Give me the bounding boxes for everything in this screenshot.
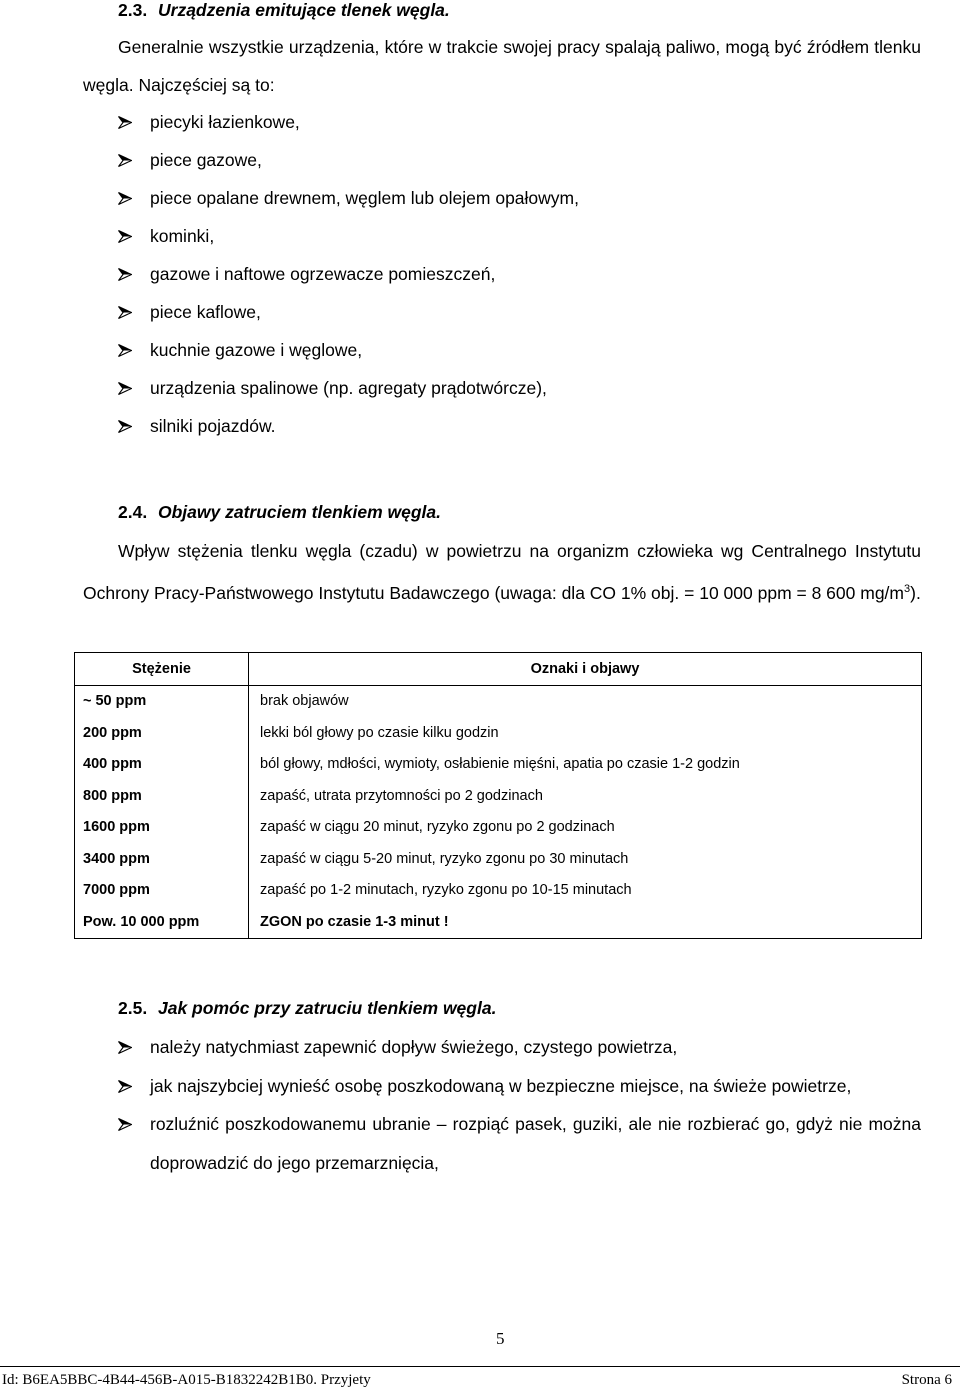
concentration-cell: ~ 50 ppm xyxy=(75,685,249,717)
list-item-text: kominki, xyxy=(150,226,215,246)
list-item xyxy=(118,293,579,331)
symptom-cell: zapaść, utrata przytomności po 2 godzinach xyxy=(249,780,922,812)
list-item-text: należy natychmiast zapewnić dopływ świeżego, czystego powietrza, xyxy=(150,1037,678,1057)
arrowhead-bullet-icon xyxy=(118,344,132,357)
arrowhead-bullet-icon xyxy=(118,1080,132,1093)
first-aid-list xyxy=(118,1028,921,1182)
list-item-text: silniki pojazdów. xyxy=(150,416,276,436)
arrowhead-bullet-icon xyxy=(118,306,132,319)
section-number: 2.3. xyxy=(118,0,148,20)
table-row xyxy=(75,717,922,749)
section-title: Urządzenia emitujące tlenek węgla. xyxy=(158,0,450,20)
arrowhead-bullet-icon xyxy=(118,382,132,395)
symptom-cell: zapaść w ciągu 5-20 minut, ryzyko zgonu po 30 minutach xyxy=(249,843,922,875)
table-row xyxy=(75,780,922,812)
concentration-cell: 1600 ppm xyxy=(75,812,249,844)
paragraph-text: Wpływ stężenia tlenku węgla (czadu) w powietrzu na organizm człowieka wg Centralnego Instytutu Ochrony Pracy-Państwowego Instytutu Badawczego (uwaga: dla CO 1% obj. = 10 000 ppm = 8 600 mg/m xyxy=(83,541,921,603)
list-item-text: kuchnie gazowe i węglowe, xyxy=(150,340,363,360)
list-item-text: urządzenia spalinowe (np. agregaty prądotwórcze), xyxy=(150,378,547,398)
list-item-text: piece gazowe, xyxy=(150,150,262,170)
symptom-cell: zapaść w ciągu 20 minut, ryzyko zgonu po 2 godzinach xyxy=(249,812,922,844)
footer-page-label: Strona 6 xyxy=(901,1372,952,1388)
table-row xyxy=(75,812,922,844)
concentration-cell: 400 ppm xyxy=(75,749,249,781)
device-list xyxy=(118,103,579,445)
list-item xyxy=(118,331,579,369)
footer-divider xyxy=(0,1366,960,1367)
table-header-row xyxy=(75,653,922,686)
column-header-symptoms: Oznaki i objawy xyxy=(249,653,922,686)
list-item xyxy=(118,1028,921,1067)
footer-document-id: Id: B6EA5BBC-4B44-456B-A015-B1832242B1B0. Przyjety xyxy=(2,1372,371,1388)
concentration-cell: 3400 ppm xyxy=(75,843,249,875)
section-heading-2-3 xyxy=(118,0,450,21)
list-item-text: gazowe i naftowe ogrzewacze pomieszczeń, xyxy=(150,264,496,284)
table-row xyxy=(75,685,922,717)
arrowhead-bullet-icon xyxy=(118,1118,132,1131)
symptom-cell: lekki ból głowy po czasie kilku godzin xyxy=(249,717,922,749)
list-item xyxy=(118,1067,921,1106)
list-item-text: jak najszybciej wynieść osobę poszkodowaną w bezpieczne miejsce, na świeże powietrze, xyxy=(150,1075,852,1096)
symptom-cell: ZGON po czasie 1-3 minut ! xyxy=(249,906,922,938)
table-row xyxy=(75,875,922,907)
arrowhead-bullet-icon xyxy=(118,154,132,167)
table-row xyxy=(75,843,922,875)
list-item xyxy=(118,407,579,445)
arrowhead-bullet-icon xyxy=(118,1041,132,1054)
list-item xyxy=(118,103,579,141)
list-item xyxy=(118,1105,921,1182)
symptom-cell: zapaść po 1-2 minutach, ryzyko zgonu po 10-15 minutach xyxy=(249,875,922,907)
arrowhead-bullet-icon xyxy=(118,192,132,205)
symptom-cell: ból głowy, mdłości, wymioty, osłabienie mięśni, apatia po czasie 1-2 godzin xyxy=(249,749,922,781)
arrowhead-bullet-icon xyxy=(118,268,132,281)
co-concentration-table xyxy=(74,652,922,939)
list-item-text: piece opalane drewnem, węglem lub olejem opałowym, xyxy=(150,188,579,208)
list-item-text: rozluźnić poszkodowanemu ubranie – rozpiąć pasek, guziki, ale nie rozbierać go, gdyż nie można doprowadzić do jego przemarznięcia, xyxy=(150,1114,921,1173)
list-item-text: piece kaflowe, xyxy=(150,302,261,322)
table-row xyxy=(75,749,922,781)
concentration-cell: Pow. 10 000 ppm xyxy=(75,906,249,938)
table-row xyxy=(75,906,922,938)
list-item xyxy=(118,179,579,217)
column-header-concentration: Stężenie xyxy=(75,653,249,686)
list-item xyxy=(118,217,579,255)
list-item xyxy=(118,369,579,407)
section-title: Objawy zatruciem tlenkiem węgla. xyxy=(158,502,442,522)
arrowhead-bullet-icon xyxy=(118,230,132,243)
paragraph-intro-2-3 xyxy=(83,29,921,104)
arrowhead-bullet-icon xyxy=(118,116,132,129)
list-item-text: piecyki łazienkowe, xyxy=(150,112,300,132)
concentration-cell: 200 ppm xyxy=(75,717,249,749)
section-heading-2-4 xyxy=(118,502,441,523)
section-title: Jak pomóc przy zatruciu tlenkiem węgla. xyxy=(158,998,497,1018)
concentration-cell: 7000 ppm xyxy=(75,875,249,907)
list-item xyxy=(118,141,579,179)
page-number: 5 xyxy=(496,1329,505,1348)
paragraph-end: ). xyxy=(910,582,921,603)
arrowhead-bullet-icon xyxy=(118,420,132,433)
section-heading-2-5 xyxy=(118,998,496,1019)
section-number: 2.5. xyxy=(118,998,148,1018)
section-number: 2.4. xyxy=(118,502,148,522)
concentration-cell: 800 ppm xyxy=(75,780,249,812)
paragraph-intro-2-4 xyxy=(83,533,921,612)
list-item xyxy=(118,255,579,293)
paragraph-text: Generalnie wszystkie urządzenia, które w trakcie swojej pracy spalają paliwo, mogą być źródłem tlenku węgla. Najczęściej są to: xyxy=(83,37,921,95)
superscript: 3 xyxy=(904,582,911,595)
symptom-cell: brak objawów xyxy=(249,685,922,717)
